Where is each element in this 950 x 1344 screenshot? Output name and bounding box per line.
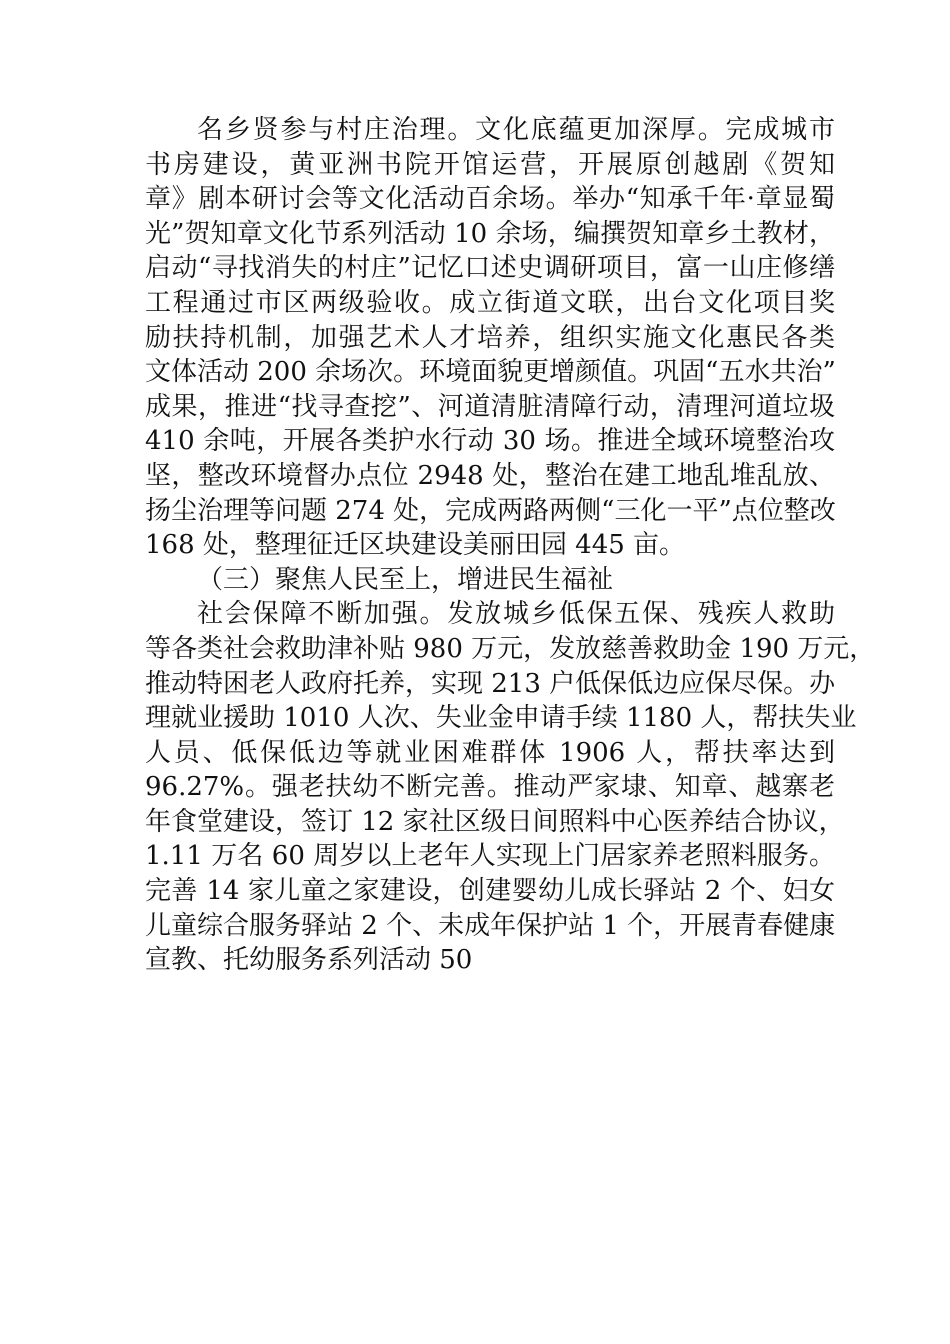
- text-line: 光”贺知章文化节系列活动 10 余场，编撰贺知章乡土教材，: [145, 218, 835, 249]
- text-line: 书房建设，黄亚洲书院开馆运营，开展原创越剧《贺知: [145, 149, 835, 180]
- section-heading: （三）聚焦人民至上，增进民生福祉: [197, 564, 614, 595]
- text-line: 完善 14 家儿童之家建设，创建婴幼儿成长驿站 2 个、妇女: [145, 876, 835, 907]
- text-line: 推动特困老人政府托养，实现 213 户低保低边应保尽保。办: [145, 668, 836, 699]
- text-line: 成果，推进“找寻查挖”、河道清脏清障行动，清理河道垃圾: [145, 391, 835, 422]
- text-line: 章》剧本研讨会等文化活动百余场。举办“知承千年·章显蜀: [145, 184, 835, 215]
- body-text: [145, 113, 876, 978]
- text-line: 等各类社会救助津补贴 980 万元，发放慈善救助金 190 万元，: [145, 633, 876, 664]
- text-line: 1.11 万名 60 周岁以上老年人实现上门居家养老照料服务。: [145, 841, 835, 872]
- text-line: 文体活动 200 余场次。环境面貌更增颜值。巩固“五水共治”: [145, 357, 836, 388]
- text-line: 96.27%。强老扶幼不断完善。推动严家埭、知章、越寨老: [145, 772, 835, 803]
- text-line: 扬尘治理等问题 274 处，完成两路两侧“三化一平”点位整改: [145, 495, 836, 526]
- text-line: 宣教、托幼服务系列活动 50: [145, 945, 473, 976]
- text-line: 410 余吨，开展各类护水行动 30 场。推进全域环境整治攻: [145, 426, 835, 457]
- text-line: 励扶持机制，加强艺术人才培养，组织实施文化惠民各类: [145, 322, 835, 353]
- text-line: 理就业援助 1010 人次、失业金申请手续 1180 人，帮扶失业: [145, 703, 857, 734]
- text-line: 名乡贤参与村庄治理。文化底蕴更加深厚。完成城市: [197, 115, 835, 145]
- text-line: 坚，整改环境督办点位 2948 处，整治在建工地乱堆乱放、: [145, 460, 835, 491]
- text-line: 儿童综合服务驿站 2 个、未成年保护站 1 个，开展青春健康: [145, 910, 836, 941]
- text-line: 启动“寻找消失的村庄”记忆口述史调研项目，富一山庄修缮: [145, 253, 835, 284]
- text-line: 168 处，整理征迁区块建设美丽田园 445 亩。: [145, 530, 686, 561]
- text-line: 工程通过市区两级验收。成立街道文联，出台文化项目奖: [145, 287, 835, 318]
- text-line: 社会保障不断加强。发放城乡低保五保、残疾人救助: [197, 599, 835, 630]
- text-line: 人员、低保低边等就业困难群体 1906 人，帮扶率达到: [145, 737, 835, 768]
- text-line: 年食堂建设，签订 12 家社区级日间照料中心医养结合协议，: [145, 806, 845, 837]
